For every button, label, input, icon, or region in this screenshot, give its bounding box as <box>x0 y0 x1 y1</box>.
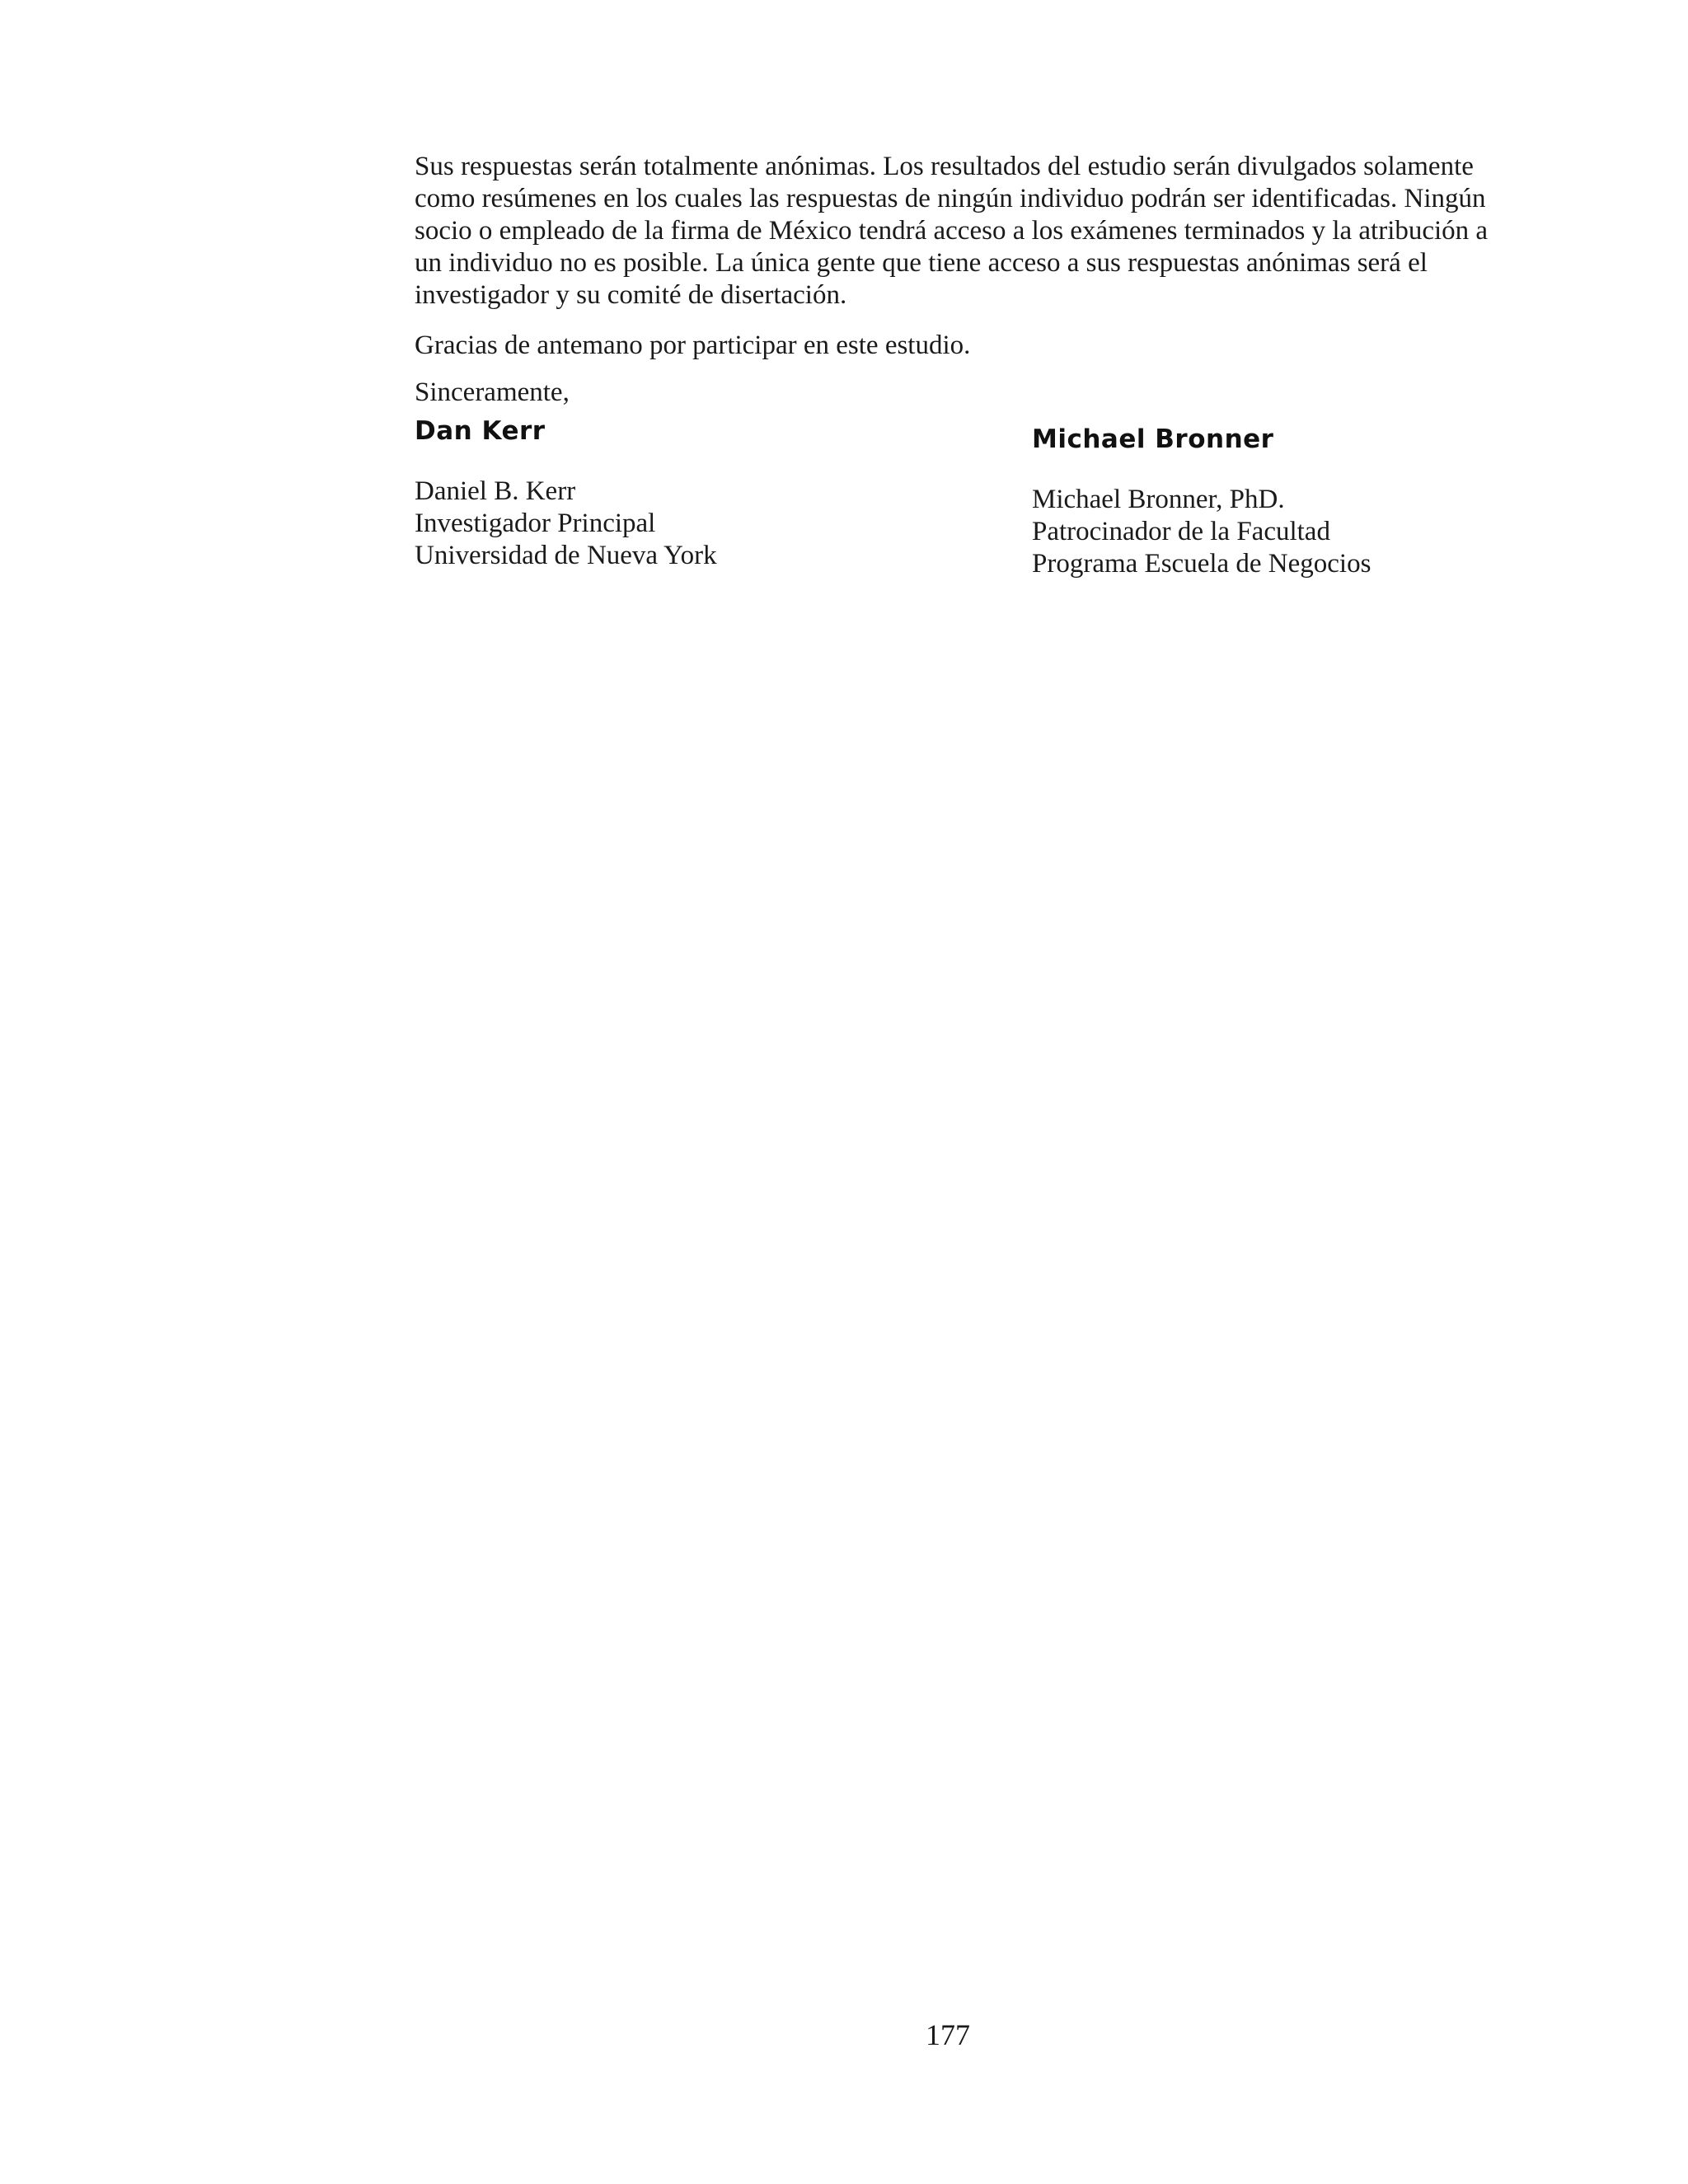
signer-name-right: Michael Bronner, PhD. <box>1032 485 1285 514</box>
signature-block-right <box>1032 424 1526 580</box>
signer-title-right: Patrocinador de la Facultad <box>1032 517 1330 546</box>
signature-block-left <box>415 416 909 572</box>
signer-organization-right: Programa Escuela de Negocios <box>1032 549 1372 579</box>
signer-title-left: Investigador Principal <box>415 509 656 538</box>
signer-organization-left: Universidad de Nueva York <box>415 541 717 570</box>
closing-salutation: Sinceramente, <box>415 377 570 407</box>
signer-name-left: Daniel B. Kerr <box>415 476 576 506</box>
letter-body <box>415 151 1503 409</box>
signature-right: Michael Bronner <box>1032 424 1274 454</box>
page-number: 177 <box>926 2018 970 2051</box>
signature-left: Dan Kerr <box>415 416 546 446</box>
thanks-paragraph: Gracias de antemano por participar en este estudio. <box>415 330 971 360</box>
anonymity-paragraph: Sus respuestas serán totalmente anónimas. Los resultados del estudio serán divulgados solamente como resúmenes en los cuales las respuestas de ningún individuo podrán ser identificadas. Ningún socio o empleado de la firma de México tendrá acceso a los exámenes terminados y la atribución a un individuo no es posible. La única gente que tiene acceso a sus respuestas anónimas será el investigador y su comité de disertación. <box>415 152 1489 310</box>
